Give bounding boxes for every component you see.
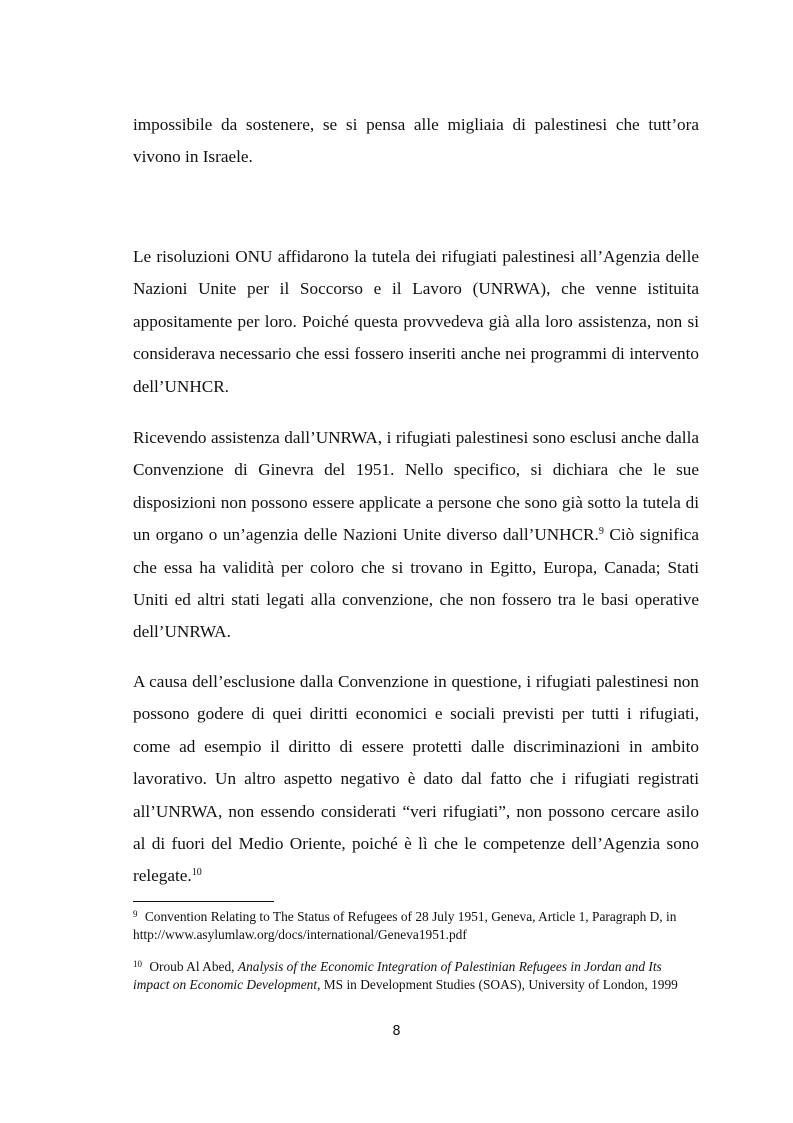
paragraph-exclusion-text: A causa dell’esclusione dalla Convenzione in questione, i rifugiati palestinesi non possono godere di quei diritti economici e sociali previsti per tutti i rifugiati, come ad esempio il diritto di essere protetti dalle discriminazioni in ambito lavorativo. Un altro aspetto negativo è dato dal fatto che i rifugiati registrati all’UNRWA, non essendo considerati “veri rifugiati”, non possono cercare asilo al di fuori del Medio Oriente, poiché è lì che le competenze dell’Agenzia sono relegate. bbox=[133, 672, 699, 886]
footnote-9-text: Convention Relating to The Status of Refugees of 28 July 1951, Geneva, Article 1, Paragraph D, in http://www.asylumlaw.org/docs/international/Geneva1951.pdf bbox=[133, 909, 677, 942]
paragraph-continuation-text: impossibile da sostenere, se si pensa alle migliaia di palestinesi che tutt’ora vivono in Israele. bbox=[133, 115, 699, 167]
page-number: 8 bbox=[392, 1024, 401, 1039]
footnote-9-number: 9 bbox=[133, 909, 138, 919]
paragraph-unrwa-mandate bbox=[133, 241, 699, 403]
footnote-reference-9: 9 bbox=[598, 526, 604, 538]
paragraph-continuation bbox=[133, 109, 699, 174]
paragraph-geneva-text-a: Ricevendo assistenza dall’UNRWA, i rifugiati palestinesi sono esclusi anche dalla Convenzione di Ginevra del 1951. Nello specifico, si dichiara che le sue disposizioni non possono essere applicate a persone che sono già sotto la tutela di un organo o un’agenzia delle Nazioni Unite diverso dall’UNHCR. bbox=[133, 428, 699, 545]
footnote-separator bbox=[133, 901, 274, 902]
paragraph-geneva-text-b: Ciò significa che essa ha validità per coloro che si trovano in Egitto, Europa, Canada; Stati Uniti ed altri stati legati alla convenzione, che non fossero tra le basi operative dell’UNRWA. bbox=[133, 525, 699, 642]
paragraph-geneva-convention bbox=[133, 422, 699, 649]
footnote-reference-10: 10 bbox=[191, 867, 202, 879]
footnote-10 bbox=[133, 956, 699, 993]
footnote-10-title: Analysis of the Economic Integration of Palestinian Refugees in Jordan and Its impact on Economic Development bbox=[133, 959, 662, 992]
footnote-10-rest: , MS in Development Studies (SOAS), University of London, 1999 bbox=[317, 976, 678, 992]
paragraph-exclusion-consequences bbox=[133, 666, 699, 893]
footnote-9 bbox=[133, 906, 699, 943]
footnote-10-number: 10 bbox=[133, 959, 142, 969]
footnote-10-author: Oroub Al Abed, bbox=[149, 959, 235, 974]
paragraph-unrwa-mandate-text: Le risoluzioni ONU affidarono la tutela dei rifugiati palestinesi all’Agenzia delle Nazioni Unite per il Soccorso e il Lavoro (UNRWA), che venne istituita appositamente per loro. Poiché questa provvedeva già alla loro assistenza, non si considerava necessario che essi fossero inseriti anche nei programmi di intervento dell’UNHCR. bbox=[133, 247, 699, 396]
